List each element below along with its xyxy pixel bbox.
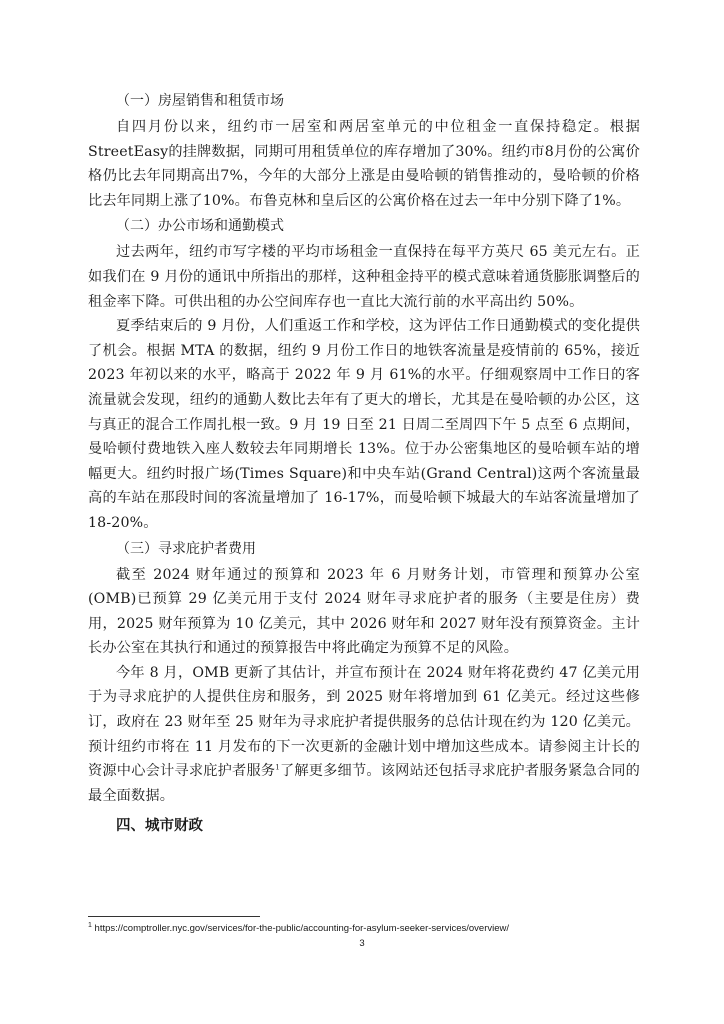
- paragraph-asylum-update: [88, 661, 640, 809]
- asylum-update-text: 今年 8 月，OMB 更新了其估计，并宣布预计在 2024 财年将花费约 47 亿美元用于为寻求庇护的人提供住房和服务，到 2025 财年将增加到 61 亿美元。经过这些修订，政府在 23 财年至 25 财年为寻求庇护者提供服务的总估计现在约为 120 亿美元。预计纽约市将在 11 月发布的下一次更新的金融计划中增加这些成本。请参阅主计长的资源中心会计寻求庇护者服务: [88, 664, 640, 780]
- section-heading-housing: （一）房屋销售和租赁市场: [116, 93, 284, 109]
- paragraph-housing: 自四月份以来，纽约市一居室和两居室单元的中位租金一直保持稳定。根据StreetEasy的挂牌数据，同期可用租赁单位的库存增加了30%。纽约市8月份的公寓价格仍比去年同期高出7%，今年的大部分上涨是由曼哈顿的销售推动的，曼哈顿的价格比去年同期上涨了10%。布鲁克林和皇后区的公寓价格在过去一年中分别下降了1%。: [88, 119, 640, 209]
- section-title-city-finance: 四、城市财政: [116, 818, 203, 835]
- footnote-divider: [88, 916, 260, 917]
- page-number: 3: [359, 938, 365, 949]
- paragraph-asylum-budget: 截至 2024 财年通过的预算和 2023 年 6 月财务计划，市管理和预算办公室(OMB)已预算 29 亿美元用于支付 2024 财年寻求庇护者的服务（主要是住房）费用，2025 财年预算为 10 亿美元，其中 2026 财年和 2027 财年没有预算资金。主计长办公室在其执行和通过的预算报告中将此确定为预算不足的风险。: [88, 566, 640, 657]
- paragraph-office-rent: 过去两年，纽约市写字楼的平均市场租金一直保持在每平方英尺 65 美元左右。正如我们在 9 月份的通讯中所指出的那样，这种租金持平的模式意味着通货膨胀调整后的租金率下降。可供出租的办公空间库存也一直比大流行前的水平高出约 50%。: [88, 244, 640, 310]
- page-body: [88, 88, 640, 840]
- footnote: [88, 922, 648, 935]
- footnote-marker: 1: [88, 921, 92, 929]
- paragraph-commute: 夏季结束后的 9 月份，人们重返工作和学校，这为评估工作日通勤模式的变化提供了机会。根据 MTA 的数据，纽约 9 月份工作日的地铁客流量是疫情前的 65%，接近 2023 年初以来的水平，略高于 2022 年 9 月 61%的水平。仔细观察周中工作日的客流量就会发现，纽约的通勤人数比去年有了更大的增长，尤其是在曼哈顿的办公区，这与真正的混合工作周扎根一致。9 月 19 日至 21 日周二至周四下午 5 点至 6 点期间，曼哈顿付费地铁入座人数较去年同期增长 13%。位于办公密集地区的曼哈顿车站的增幅更大。纽约时报广场(Times Square)和中央车站(Grand Central)这两个客流量最高的车站在那段时间的客流量增加了 16-17%，而曼哈顿下城最大的车站客流量增加了 18-20%。: [88, 318, 640, 531]
- footnote-url[interactable]: https://comptroller.nyc.gov/services/for-the-public/accounting-for-asylum-seeker-services/overview/: [94, 923, 510, 934]
- asylum-update-tail: 了解更多细节。该网站还包括寻求庇护者服务紧急合同的最全面数据。: [88, 763, 640, 804]
- footnote-reference[interactable]: 1: [275, 763, 280, 772]
- section-heading-asylum: （三）寻求庇护者费用: [116, 540, 256, 557]
- section-heading-office: （二）办公市场和通勤模式: [116, 218, 284, 235]
